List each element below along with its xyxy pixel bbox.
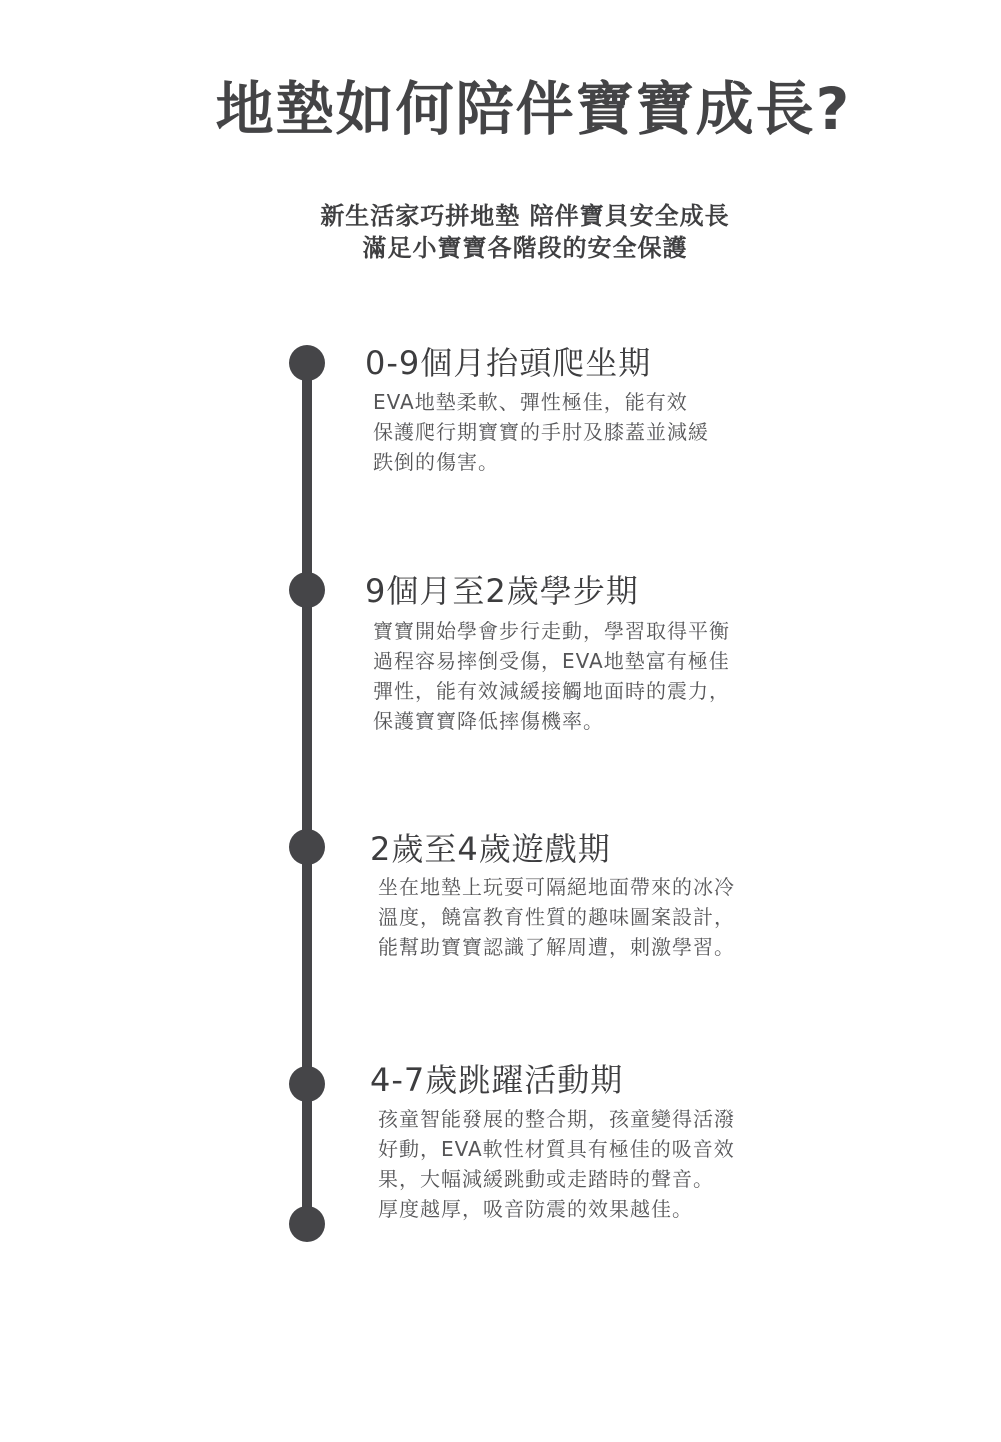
stage-4-line-2: 好動，EVA軟性材質具有極佳的吸音效 — [378, 1137, 735, 1161]
stage-2-line-1: 寶寶開始學會步行走動，學習取得平衡 — [373, 619, 730, 643]
stage-4-line-1: 孩童智能發展的整合期，孩童變得活潑 — [378, 1107, 735, 1131]
stage-heading-3: 2歲至4歲遊戲期 — [370, 830, 611, 868]
stage-4-line-4: 厚度越厚，吸音防震的效果越佳。 — [378, 1197, 693, 1221]
stage-heading-2: 9個月至2歲學步期 — [365, 572, 639, 610]
subtitle-line-1: 新生活家巧拼地墊 陪伴寶貝安全成長 — [320, 202, 730, 230]
page-title: 地墊如何陪伴寶寶成長? — [215, 75, 852, 143]
timeline-dot-1 — [289, 345, 325, 381]
stage-1-line-2: 保護爬行期寶寶的手肘及膝蓋並減緩 — [373, 420, 709, 444]
timeline-dot-3 — [289, 829, 325, 865]
stage-2-line-3: 彈性，能有效減緩接觸地面時的震力， — [373, 679, 730, 703]
stage-3-line-1: 坐在地墊上玩耍可隔絕地面帶來的冰冷 — [378, 875, 735, 899]
subtitle-line-2: 滿足小寶寶各階段的安全保護 — [362, 234, 688, 262]
stage-heading-1: 0-9個月抬頭爬坐期 — [365, 344, 652, 382]
stage-1-line-3: 跌倒的傷害。 — [373, 450, 499, 474]
stage-description-2 — [373, 616, 730, 736]
stage-description-1 — [373, 387, 709, 477]
stage-3-line-3: 能幫助寶寶認識了解周遭，刺激學習。 — [378, 935, 735, 959]
stage-2-line-4: 保護寶寶降低摔傷機率。 — [373, 709, 604, 733]
stage-description-4 — [378, 1104, 735, 1224]
timeline-dot-4 — [289, 1066, 325, 1102]
stage-description-3 — [378, 872, 735, 962]
stage-1-line-1: EVA地墊柔軟、彈性極佳，能有效 — [373, 390, 688, 414]
timeline-end-dot — [289, 1206, 325, 1242]
timeline-dot-2 — [289, 572, 325, 608]
stage-4-line-3: 果，大幅減緩跳動或走踏時的聲音。 — [378, 1167, 714, 1191]
stage-heading-4: 4-7歲跳躍活動期 — [370, 1061, 624, 1099]
stage-2-line-2: 過程容易摔倒受傷，EVA地墊富有極佳 — [373, 649, 730, 673]
stage-3-line-2: 溫度，饒富教育性質的趣味圖案設計， — [378, 905, 735, 929]
